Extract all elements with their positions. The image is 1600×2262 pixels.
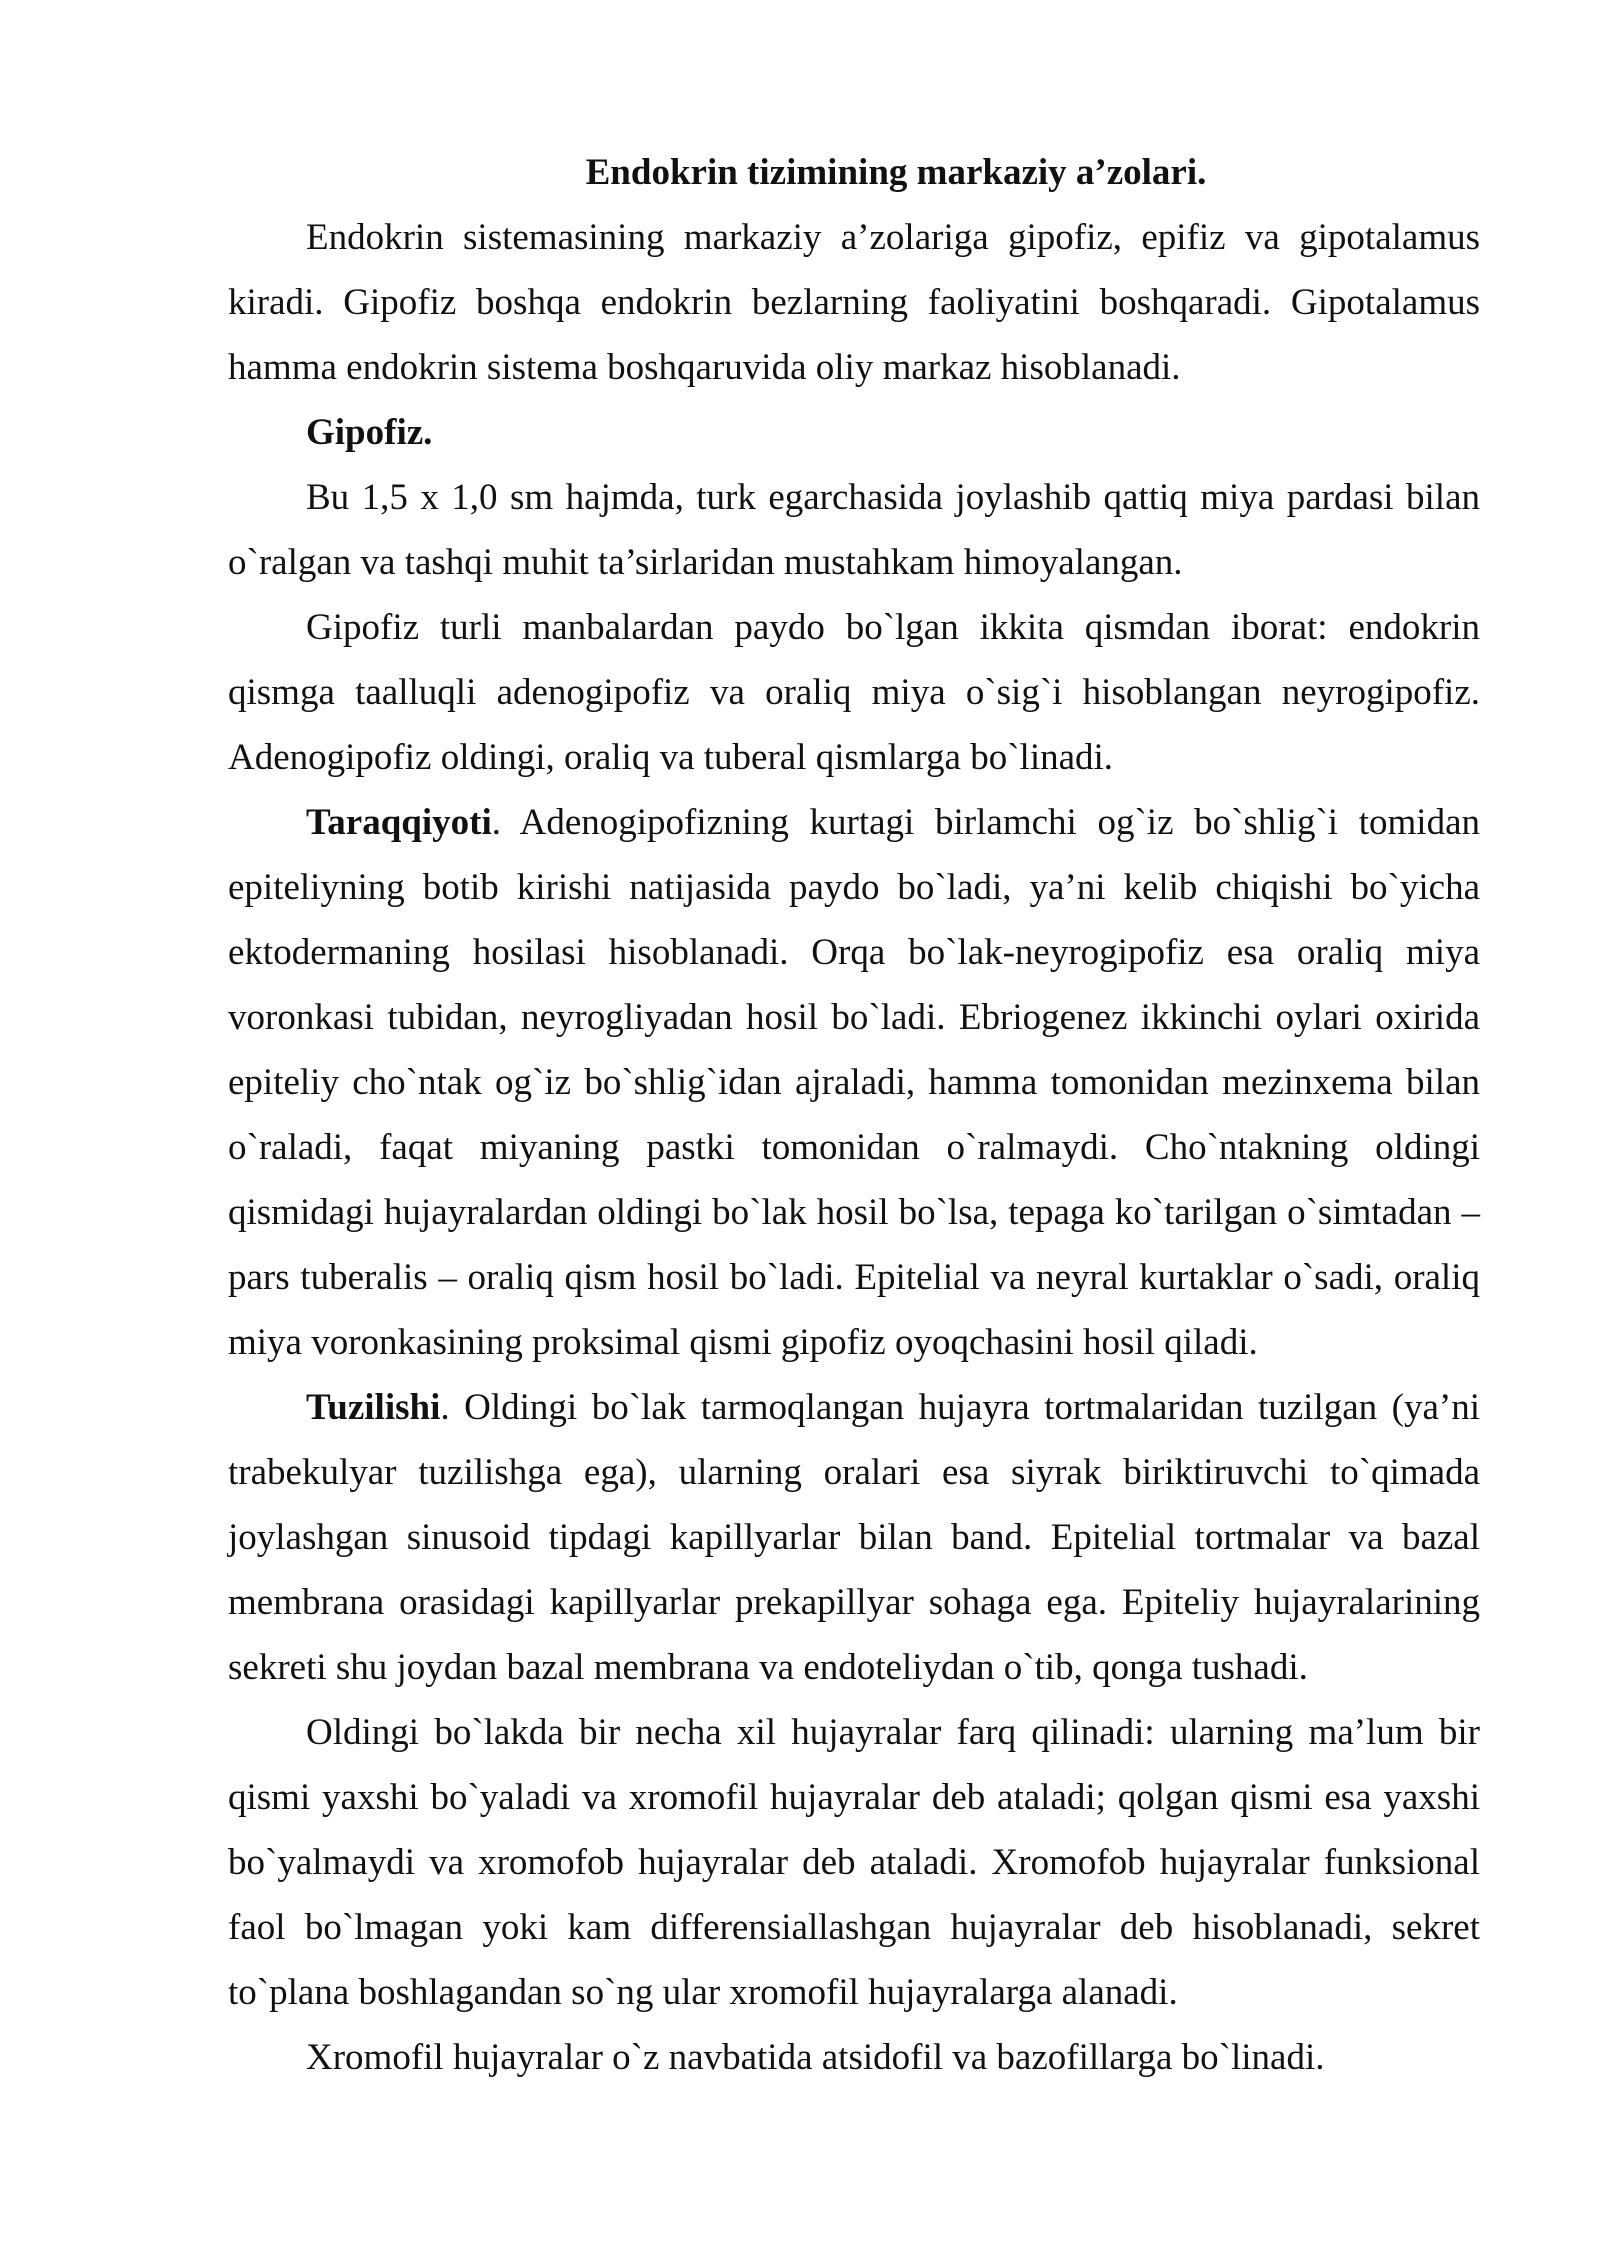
section-heading: Gipofiz. bbox=[306, 412, 433, 453]
development-text: . Adenogipofizning kurtagi birlamchi og`iz bo`shlig`i tomidan epiteliyning botib kirishi natijasida paydo bo`ladi, ya’ni kelib chiqishi bo`yicha ektodermaning hosilasi hisoblanadi. Orqa bo`lak-neyrogipofiz esa oraliq miya voronkasi tubidan, neyrogliyadan hosil bo`ladi. Ebriogenez ikkinchi oylari oxirida epiteliy cho`ntak og`iz bo`shlig`idan ajraladi, hamma tomonidan mezinxema bilan o`raladi, faqat miyaning pastki tomonidan o`ralmaydi. Cho`ntakning oldingi qismidagi hujayralardan oldingi bo`lak hosil bo`lsa, tepaga ko`tarilgan o`simtadan – pars tuberalis – oraliq qism hosil bo`ladi. Epitelial va neyral kurtaklar o`sadi, oraliq miya voronkasining proksimal qismi gipofiz oyoqchasini hosil qiladi. bbox=[228, 802, 1480, 1363]
paragraph-structure bbox=[228, 1375, 1480, 1700]
structure-text: . Oldingi bo`lak tarmoqlangan hujayra tortmalaridan tuzilgan (ya’ni trabekulyar tuzilishga ega), ularning oralari esa siyrak biriktiruvchi to`qimada joylashgan sinusoid tipdagi kapillyarlar bilan band. Epitelial tortmalar va bazal membrana orasidagi kapillyarlar prekapillyar sohaga ega. Epiteliy hujayralarining sekreti shu joydan bazal membrana va endoteliydan o`tib, qonga tushadi. bbox=[228, 1387, 1480, 1688]
page-title: Endokrin tizimining markaziy a’zolari. bbox=[585, 152, 1207, 193]
paragraph-cell-types: Oldingi bo`lakda bir necha xil hujayralar farq qilinadi: ularning ma’lum bir qismi yaxshi bo`yaladi va xromofil hujayralar deb ataladi; qolgan qismi esa yaxshi bo`yalmaydi va xromofob hujayralar deb ataladi. Xromofob hujayralar funksional faol bo`lmagan yoki kam differensiallashgan hujayralar deb hisoblanadi, sekret to`plana boshlagandan so`ng ular xromofil hujayralarga alanadi. bbox=[228, 1712, 1480, 2013]
structure-lead: Tuzilishi bbox=[306, 1387, 441, 1428]
paragraph-development bbox=[228, 790, 1480, 1375]
document-body bbox=[228, 140, 1480, 2090]
development-lead: Taraqqiyoti bbox=[306, 802, 492, 843]
paragraph-parts: Gipofiz turli manbalardan paydo bo`lgan ikkita qismdan iborat: endokrin qismga taalluqli adenogipofiz va oraliq miya o`sig`i hisoblangan neyrogipofiz. Adenogipofiz oldingi, oraliq va tuberal qismlarga bo`linadi. bbox=[228, 607, 1480, 778]
paragraph-size: Bu 1,5 x 1,0 sm hajmda, turk egarchasida joylashib qattiq miya pardasi bilan o`ralgan va tashqi muhit ta’sirlaridan mustahkam himoyalangan. bbox=[228, 477, 1480, 583]
intro-paragraph: Endokrin sistemasining markaziy a’zolariga gipofiz, epifiz va gipotalamus kiradi. Gipofiz boshqa endokrin bezlarning faoliyatini boshqaradi. Gipotalamus hamma endokrin sistema boshqaruvida oliy markaz hisoblanadi. bbox=[228, 217, 1480, 388]
paragraph-chromophil: Xromofil hujayralar o`z navbatida atsidofil va bazofillarga bo`linadi. bbox=[306, 2037, 1325, 2078]
